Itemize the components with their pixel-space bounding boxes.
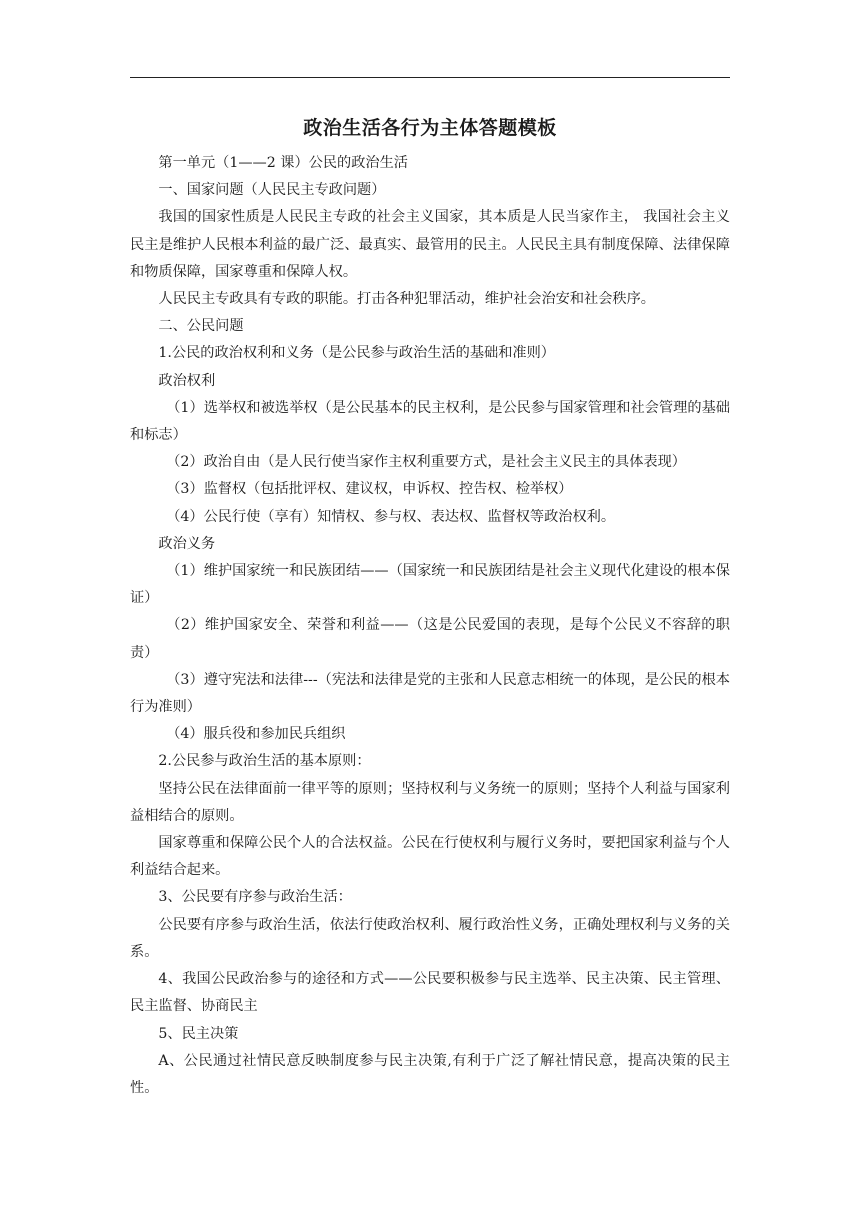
paragraph: 二、公民问题 (158, 318, 244, 335)
paragraph: 我国的国家性质是人民民主专政的社会主义国家，其本质是人民当家作主， 我国社会主义民主是维护人民根本利益的最广泛、最真实、最管用的民主。人民民主具有制度保障、法律保障和物质保障，国家尊重和保障人权。 (130, 209, 730, 280)
document-body (130, 150, 730, 1102)
header-rule (130, 77, 730, 78)
paragraph: A、公民通过社情民意反映制度参与民主决策,有利于广泛了解社情民意，提高决策的民主性。 (130, 1052, 730, 1096)
paragraph: 3、公民要有序参与政治生活： (158, 889, 352, 906)
paragraph: 4、我国公民政治参与的途径和方式——公民要积极参与民主选举、民主决策、民主管理、民主监督、协商民主 (130, 971, 730, 1015)
paragraph: 一、国家问题（人民民主专政问题） (158, 182, 386, 199)
document-title: 政治生活各行为主体答题模板 (303, 117, 557, 139)
paragraph: （2）政治自由（是人民行使当家作主权利重要方式，是社会主义民主的具体表现） (166, 454, 686, 471)
paragraph: 政治权利 (158, 372, 216, 389)
paragraph: 坚持公民在法律面前一律平等的原则；坚持权利与义务统一的原则；坚持个人利益与国家利益相结合的原则。 (130, 780, 730, 824)
paragraph: 国家尊重和保障公民个人的合法权益。公民在行使权利与履行义务时，要把国家利益与个人利益结合起来。 (130, 835, 730, 879)
paragraph: （1）选举权和被选举权（是公民基本的民主权利，是公民参与国家管理和社会管理的基础和标志） (130, 399, 730, 444)
paragraph: 1.公民的政治权利和义务（是公民参与政治生活的基础和准则） (158, 345, 555, 362)
paragraph: （3）监督权（包括批评权、建议权，申诉权、控告权、检举权） (166, 481, 573, 498)
paragraph: （4）公民行使（享有）知情权、参与权、表达权、监督权等政治权利。 (166, 508, 616, 525)
paragraph: 政治义务 (158, 535, 216, 552)
paragraph: （3）遵守宪法和法律---（宪法和法律是党的主张和人民意志相统一的体现，是公民的根本行为准则） (130, 671, 730, 716)
paragraph: （4）服兵役和参加民兵组织 (166, 726, 346, 743)
paragraph: 5、民主决策 (158, 1025, 239, 1042)
paragraph: 2.公民参与政治生活的基本原则： (158, 753, 371, 770)
paragraph: 第一单元（1——2 课）公民的政治生活 (158, 155, 408, 171)
paragraph: 人民民主专政具有专政的职能。打击各种犯罪活动，维护社会治安和社会秩序。 (158, 291, 655, 308)
paragraph: （2）维护国家安全、荣誉和利益——（这是公民爱国的表现，是每个公民义不容辞的职责） (130, 617, 730, 661)
paragraph: （1）维护国家统一和民族团结——（国家统一和民族团结是社会主义现代化建设的根本保证） (130, 563, 730, 607)
paragraph: 公民要有序参与政治生活，依法行使政治权利、履行政治性义务，正确处理权利与义务的关系。 (130, 916, 730, 960)
